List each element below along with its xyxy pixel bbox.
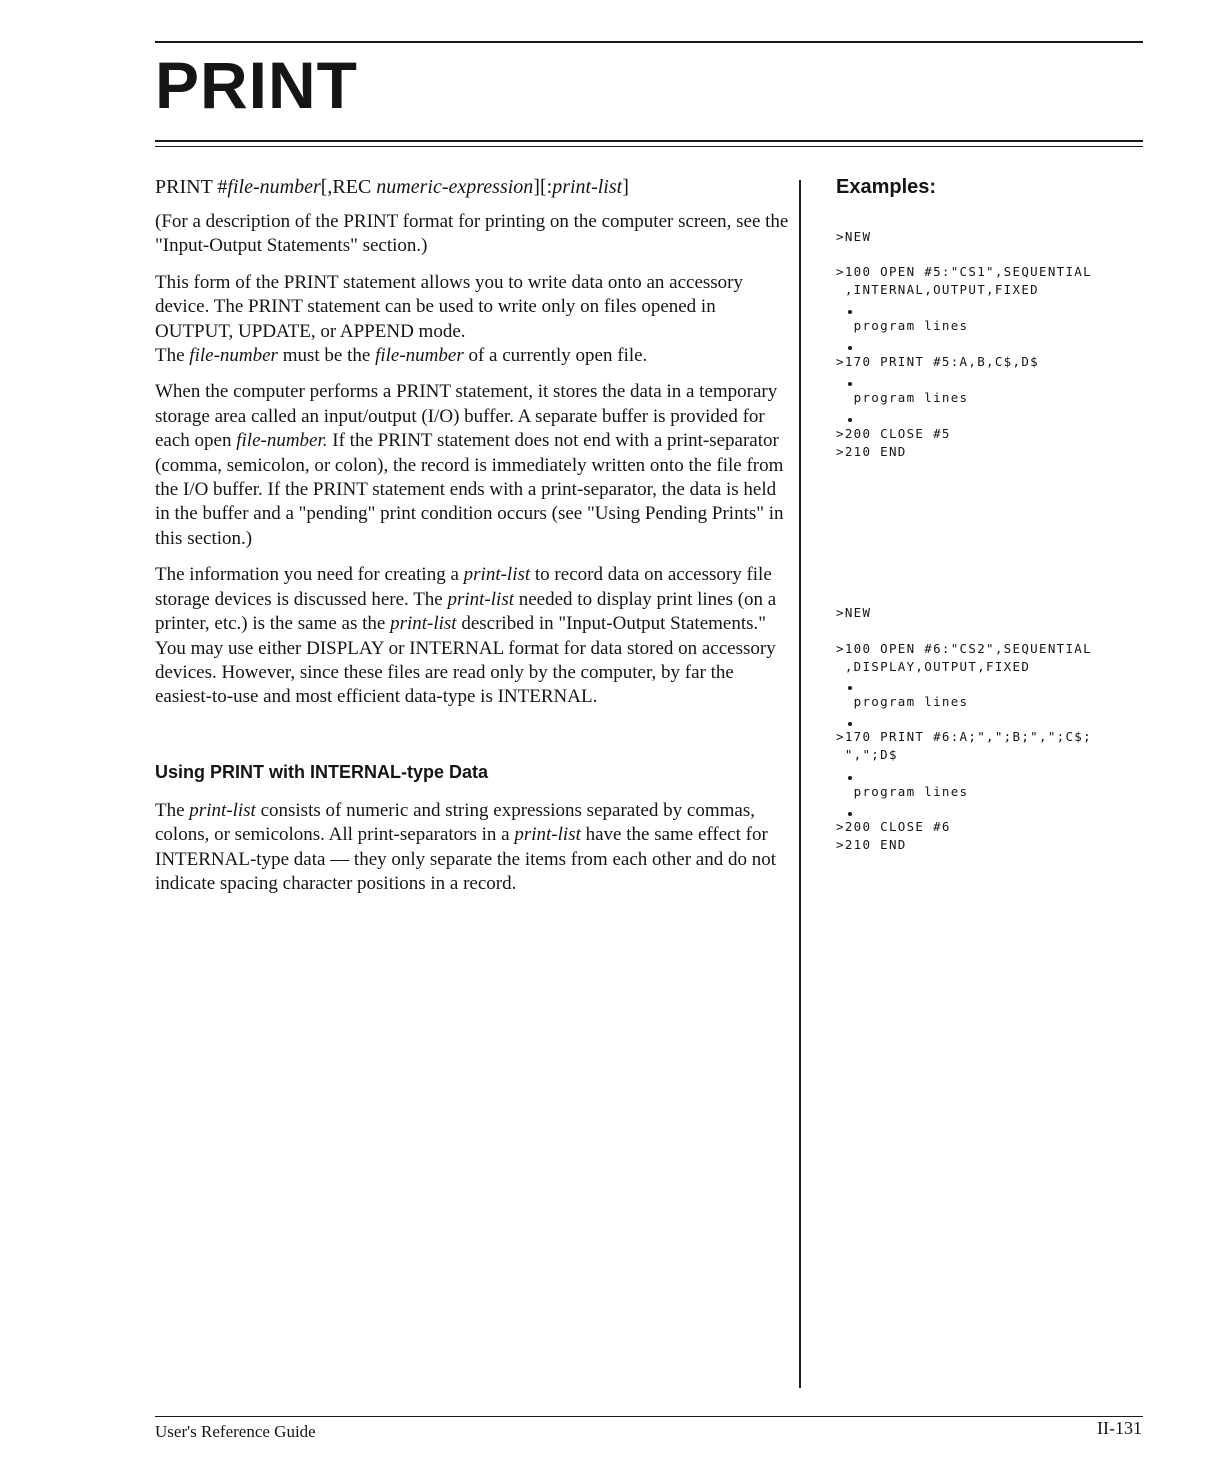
para-text: This form of the PRINT statement allows you to write data onto an accessory device. The PRINT statement can be used to write only on files opened in OUTPUT, UPDATE, or APPEND mode. [155, 271, 743, 342]
syntax-end: ] [622, 176, 629, 198]
para-italic: file-number. [236, 430, 328, 452]
para-text: must be the [277, 345, 376, 367]
example1-print: >170 PRINT #5:A,B,C$,D$ [836, 354, 1039, 369]
para-text: When the computer performs a PRINT statement, it stores the data in a temporary storage area called an input/output (I/O) buffer. A separate buffer is provided for each open [155, 381, 778, 452]
para-text: to record data on accessory file storage devices is discussed here. The [155, 564, 772, 610]
example1-program-lines-2: program lines [836, 390, 969, 405]
para-italic: print-list [189, 799, 256, 821]
paragraph-print-list [155, 563, 790, 709]
para-text: of a currently open file. [463, 345, 648, 367]
para-text: The information you need for creating a [155, 564, 464, 586]
paragraph-buffer [155, 380, 790, 551]
example2-print: >170 PRINT #6:A;",";B;",";C$; ",";D$ [836, 729, 1092, 762]
ellipsis-dot [848, 722, 852, 726]
para-text: described in "Input-Output Statements." You may use either DISPLAY or INTERNAL format for data stored on accessory devices. However, since these files are read only by the computer, by far the easiest-to-use and most efficient data-type is INTERNAL. [155, 613, 776, 708]
para-text: needed to display print lines (on a printer, etc.) is the same as the [155, 588, 777, 635]
example1-open: >100 OPEN #5:"CS1",SEQUENTIAL ,INTERNAL,OUTPUT,FIXED [836, 264, 1092, 297]
page-number: II-131 [1097, 1418, 1142, 1438]
syntax-numeric-expression: numeric-expression [376, 176, 534, 198]
ellipsis-dot [848, 686, 852, 690]
syntax-file-number: file-number [227, 176, 321, 198]
example2-new: >NEW [836, 605, 872, 620]
example1-program-lines: program lines [836, 318, 969, 333]
para-italic: file-number [189, 345, 278, 367]
ellipsis-dot [848, 776, 852, 780]
syntax-rec: [,REC [320, 176, 377, 198]
paragraph-description [155, 271, 790, 369]
title-rule-thick [155, 140, 1143, 142]
footer-rule [155, 1416, 1143, 1417]
para-italic: print-list [447, 588, 514, 610]
para-text: have the same effect for INTERNAL-type data — they only separate the items from each other and do not indicate spacing character positions in a record. [155, 824, 776, 894]
ellipsis-dot [848, 310, 852, 314]
example1-close-end: >200 CLOSE #5 >210 END [836, 426, 951, 459]
ellipsis-dot [848, 382, 852, 386]
para-text: The [155, 345, 190, 367]
para-italic: print-list [514, 824, 581, 846]
main-text-column [155, 174, 790, 908]
syntax-line [155, 174, 790, 200]
paragraph-internal-data [155, 799, 790, 897]
syntax-keyword: PRINT # [155, 176, 228, 198]
example2-program-lines-2: program lines [836, 784, 969, 799]
title-rule-thin [155, 146, 1143, 147]
examples-heading: Examples: [836, 176, 937, 198]
example2-open: >100 OPEN #6:"CS2",SEQUENTIAL ,DISPLAY,OUTPUT,FIXED [836, 641, 1092, 674]
column-divider [799, 180, 801, 1388]
para-text: The [155, 799, 190, 821]
para-italic: file-number [375, 345, 464, 367]
ellipsis-dot [848, 418, 852, 422]
section-heading: Using PRINT with INTERNAL-type Data [155, 761, 489, 782]
top-rule [155, 41, 1143, 43]
syntax-separator: ][: [533, 176, 553, 198]
footer-guide-title: User's Reference Guide [155, 1422, 316, 1441]
ellipsis-dot [848, 346, 852, 350]
syntax-print-list: print-list [552, 176, 623, 198]
page-title: PRINT [155, 48, 358, 122]
example1-new: >NEW [836, 229, 872, 244]
para-italic: print-list [463, 564, 531, 586]
example2-close-end: >200 CLOSE #6 >210 END [836, 819, 951, 852]
ellipsis-dot [848, 812, 852, 816]
example2-program-lines: program lines [836, 694, 969, 709]
para-italic: print-list [390, 613, 457, 635]
paragraph-screen-format-note: (For a description of the PRINT format for printing on the computer screen, see the "Input-Output Statements" section.) [155, 211, 789, 257]
para-text: If the PRINT statement does not end with a print-separator (comma, semicolon, or colon), the record is immediately written onto the file from the I/O buffer. If the PRINT statement ends with a print-separator, the data is held in the buffer and a "pending" print condition occurs (see "Using Pending Prints" in this section.) [155, 430, 784, 549]
para-text: consists of numeric and string expressions separated by commas, colons, or semicolons. All print-separators in a [155, 799, 755, 846]
